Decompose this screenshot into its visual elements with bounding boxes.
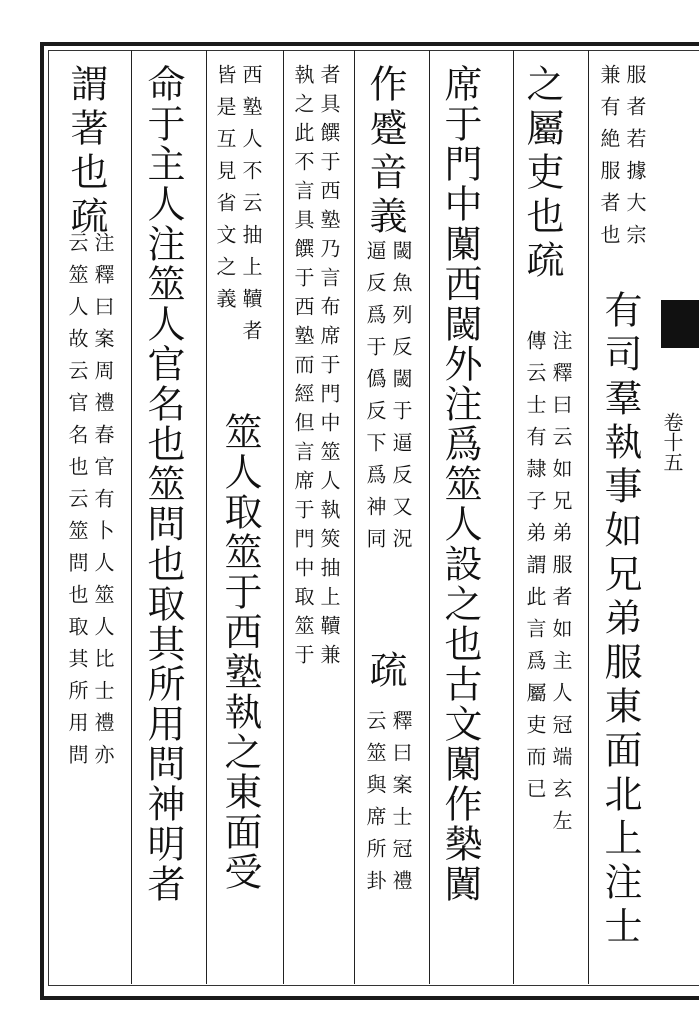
annotation-line: 釋曰案士冠禮	[389, 710, 413, 902]
annotation-line: 閾魚列反閾于逼反又況	[389, 240, 413, 560]
column-8-main: 謂著也疏	[64, 64, 108, 240]
annotation-line: 執之此不言具饌于西塾而經但言席于門中取筮于	[291, 64, 315, 673]
annotation-line: 者具饌于西塾乃言布席于門中筮人執筴抽上韇兼	[317, 64, 341, 673]
column-4-annotation	[362, 240, 414, 560]
annotation-line: 服者若據大宗	[623, 64, 647, 256]
annotation-line: 云筮人故云官名也云筮問也取其所用問	[65, 232, 89, 776]
column-7-main: 命于主人注筮人官名也筮問也取其所用問神明者	[141, 64, 185, 904]
column-rule	[429, 50, 430, 984]
column-4-annotation-tail	[362, 710, 414, 902]
column-rule	[206, 50, 207, 984]
column-4-main: 作蹙音義	[363, 64, 407, 240]
annotation-line: 注釋曰案周禮春官有卜人筮人比士禮亦	[91, 232, 115, 776]
column-rule	[588, 50, 589, 984]
column-3-main: 席于門中闑西閾外注爲筮人設之也古文闑作槷闐	[438, 64, 482, 904]
annotation-line: 注釋曰云如兄弟服者如主人冠端玄左	[549, 330, 573, 842]
annotation-line: 傳云士有隷子弟謂此言爲屬吏而已	[523, 330, 547, 810]
column-rule	[283, 50, 284, 984]
column-1-annotation	[596, 64, 648, 256]
column-rule	[354, 50, 355, 984]
column-1-main: 有司羣執事如兄弟服東面北上注士	[598, 290, 642, 950]
annotation-line: 皆是互見省文之義	[213, 64, 237, 320]
fishtail-mark	[661, 300, 699, 348]
column-2-annotation	[522, 330, 574, 842]
column-6-main: 筮人取筮于西塾執之東面受	[218, 412, 262, 892]
annotation-line: 逼反爲于僞反下爲神同	[363, 240, 387, 560]
column-rule	[131, 50, 132, 984]
annotation-line: 兼有絶服者也	[597, 64, 621, 256]
column-rule	[513, 50, 514, 984]
column-2-main: 之屬吏也疏	[520, 64, 564, 284]
margin-label: 卷十五	[660, 412, 684, 472]
annotation-line: 西塾人不云抽上韇者	[239, 64, 263, 352]
column-6-annotation	[212, 64, 264, 352]
annotation-line: 云筮與席所卦	[363, 710, 387, 902]
column-4-mark: 疏	[363, 650, 407, 694]
column-5-annotation	[290, 64, 342, 673]
column-8-annotation	[64, 232, 116, 776]
